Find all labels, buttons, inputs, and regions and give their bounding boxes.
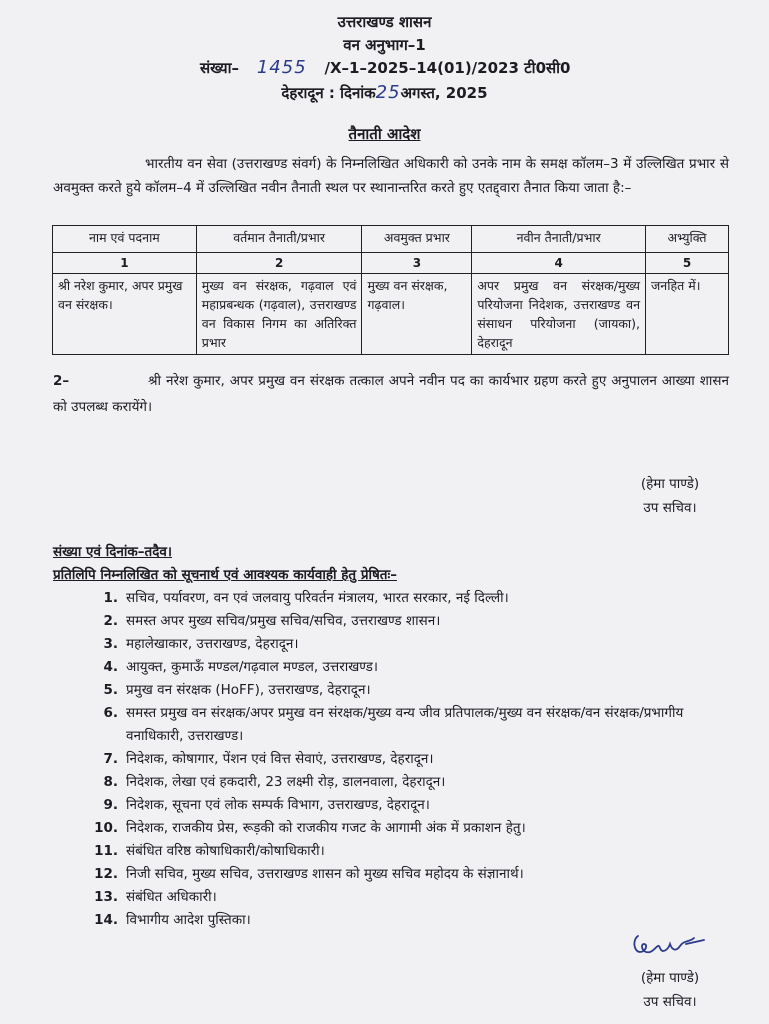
list-item [53,886,743,909]
number-reference: /X–1–2025–14(01)/2023 टी0सी0 [324,59,571,77]
handwritten-date: 25 [375,82,401,103]
table-cell-new-posting: अपर प्रमुख वन संरक्षक/मुख्य परियोजना निदेशक, उत्तराखण्ड वन संसाधन परियोजना (जायका), देहरादून [472,274,646,355]
table-cell-relieved-charge: मुख्य वन संरक्षक, गढ़वाल। [362,274,472,355]
list-item-text: निदेशक, राजकीय प्रेस, रूड़की को राजकीय गजट के आगामी अंक में प्रकाशन हेतु। [126,820,526,836]
date-prefix: देहरादून : दिनांक [281,84,376,102]
table-header-cell: अभ्युक्ति [646,226,729,253]
column-number: 3 [362,253,472,274]
list-item-number: 8. [103,774,118,790]
copy-reference-heading: संख्या एवं दिनांक–तदैव। [53,544,172,560]
table-cell-remarks: जनहित में। [646,274,729,355]
list-item-text: संबंधित अधिकारी। [126,889,217,905]
order-title: तैनाती आदेश [348,125,421,143]
list-item-number: 10. [94,820,118,836]
paragraph-2 [53,368,729,420]
posting-table [52,225,729,355]
list-item [53,610,743,633]
table-cell-name: श्री नरेश कुमार, अपर प्रमुख वन संरक्षक। [53,274,197,355]
list-item-number: 6. [103,705,118,721]
list-item [53,840,743,863]
list-item-text: निजी सचिव, मुख्य सचिव, उत्तराखण्ड शासन को मुख्य सचिव महोदय के संज्ञानार्थ। [126,866,524,882]
government-name: उत्तराखण्ड शासन [337,13,432,31]
list-item-text: प्रमुख वन संरक्षक (HoFF), उत्तराखण्ड, देहरादून। [126,682,371,698]
list-item [53,702,743,748]
table-header-row [53,226,729,253]
section-name: वन अनुभाग–1 [343,36,426,54]
list-item-text: सचिव, पर्यावरण, वन एवं जलवायु परिवर्तन मंत्रालय, भारत सरकार, नई दिल्ली। [126,590,509,606]
list-item-number: 2. [103,613,118,629]
list-item-number: 12. [94,866,118,882]
table-number-row [53,253,729,274]
intro-text: भारतीय वन सेवा (उत्तराखण्ड संवर्ग) के निम्नलिखित अधिकारी को उनके नाम के समक्ष कॉलम–3 में उल्लिखित प्रभार से अवमुक्त करते हुये कॉलम–4 में उल्लिखित नवीन तैनाती स्थल पर स्थानान्तरित करते हुए एतद्द्वारा तैनात किया जाता है:– [53,156,729,196]
list-item-number: 14. [94,912,118,928]
signatory-name: (हेमा पाण्डे) [640,970,700,986]
column-number: 5 [646,253,729,274]
signature-block-1 [600,472,740,520]
intro-paragraph [53,152,729,200]
list-item-text: निदेशक, कोषागार, पेंशन एवं वित्त सेवाएं, उत्तराखण्ड, देहरादून। [126,751,434,767]
table-header-cell: नवीन तैनाती/प्रभार [472,226,646,253]
signatory-name: (हेमा पाण्डे) [640,476,700,492]
column-number: 1 [53,253,197,274]
copy-list [53,587,743,932]
list-item-number: 13. [94,889,118,905]
list-item-number: 9. [103,797,118,813]
list-item [53,587,743,610]
list-item [53,771,743,794]
paragraph-number: 2– [53,373,70,389]
list-item [53,909,743,932]
list-item-number: 11. [94,843,118,859]
date-line [0,82,769,103]
list-item-text: समस्त प्रमुख वन संरक्षक/अपर प्रमुख वन संरक्षक/मुख्य वन्य जीव प्रतिपालक/मुख्य वन संरक्षक/वन संरक्षक/प्रभागीय वनाधिकारी, उत्तराखण्ड। [126,705,684,744]
copy-to-heading: प्रतिलिपि निम्नलिखित को सूचनार्थ एवं आवश्यक कार्यवाही हेतु प्रेषितः– [53,567,397,583]
order-number-line [200,57,570,78]
list-item-text: संबंधित वरिष्ठ कोषाधिकारी/कोषाधिकारी। [126,843,325,859]
column-number: 4 [472,253,646,274]
signature-block-2 [600,966,740,1014]
list-item-text: विभागीय आदेश पुस्तिका। [126,912,251,928]
list-item-text: समस्त अपर मुख्य सचिव/प्रमुख सचिव/सचिव, उत्तराखण्ड शासन। [126,613,441,629]
table-header-cell: नाम एवं पदनाम [53,226,197,253]
table-row [53,274,729,355]
table-cell-current-posting: मुख्य वन संरक्षक, गढ़वाल एवं महाप्रबन्धक (गढ़वाल), उत्तराखण्ड वन विकास निगम का अतिरिक्त प्रभार [196,274,362,355]
list-item [53,817,743,840]
list-item [53,794,743,817]
list-item [53,748,743,771]
list-item-text: महालेखाकार, उत्तराखण्ड, देहरादून। [126,636,299,652]
list-item-text: आयुक्त, कुमाऊँ मण्डल/गढ़वाल मण्डल, उत्तराखण्ड। [126,659,379,675]
list-item-number: 1. [103,590,118,606]
list-item [53,679,743,702]
list-item-number: 3. [103,636,118,652]
list-item [53,656,743,679]
list-item-number: 5. [103,682,118,698]
list-item-text: निदेशक, सूचना एवं लोक सम्पर्क विभाग, उत्तराखण्ड, देहरादून। [126,797,430,813]
signatory-designation: उप सचिव। [643,500,697,516]
list-item-number: 7. [103,751,118,767]
number-label: संख्या– [200,59,240,77]
handwritten-number: 1455 [256,57,307,78]
signatory-designation: उप सचिव। [643,994,697,1010]
list-item [53,863,743,886]
paragraph-2-text: श्री नरेश कुमार, अपर प्रमुख वन संरक्षक तत्काल अपने नवीन पद का कार्यभार ग्रहण करते हुए अनुपालन आख्या शासन को उपलब्ध करायेंगे। [53,373,729,415]
table-header-cell: वर्तमान तैनाती/प्रभार [196,226,362,253]
handwritten-signature [628,930,708,964]
list-item-number: 4. [103,659,118,675]
table-header-cell: अवमुक्त प्रभार [362,226,472,253]
column-number: 2 [196,253,362,274]
list-item-text: निदेशक, लेखा एवं हकदारी, 23 लक्ष्मी रोड़, डालनवाला, देहरादून। [126,774,446,790]
list-item [53,633,743,656]
date-suffix: अगस्त, 2025 [400,84,488,102]
